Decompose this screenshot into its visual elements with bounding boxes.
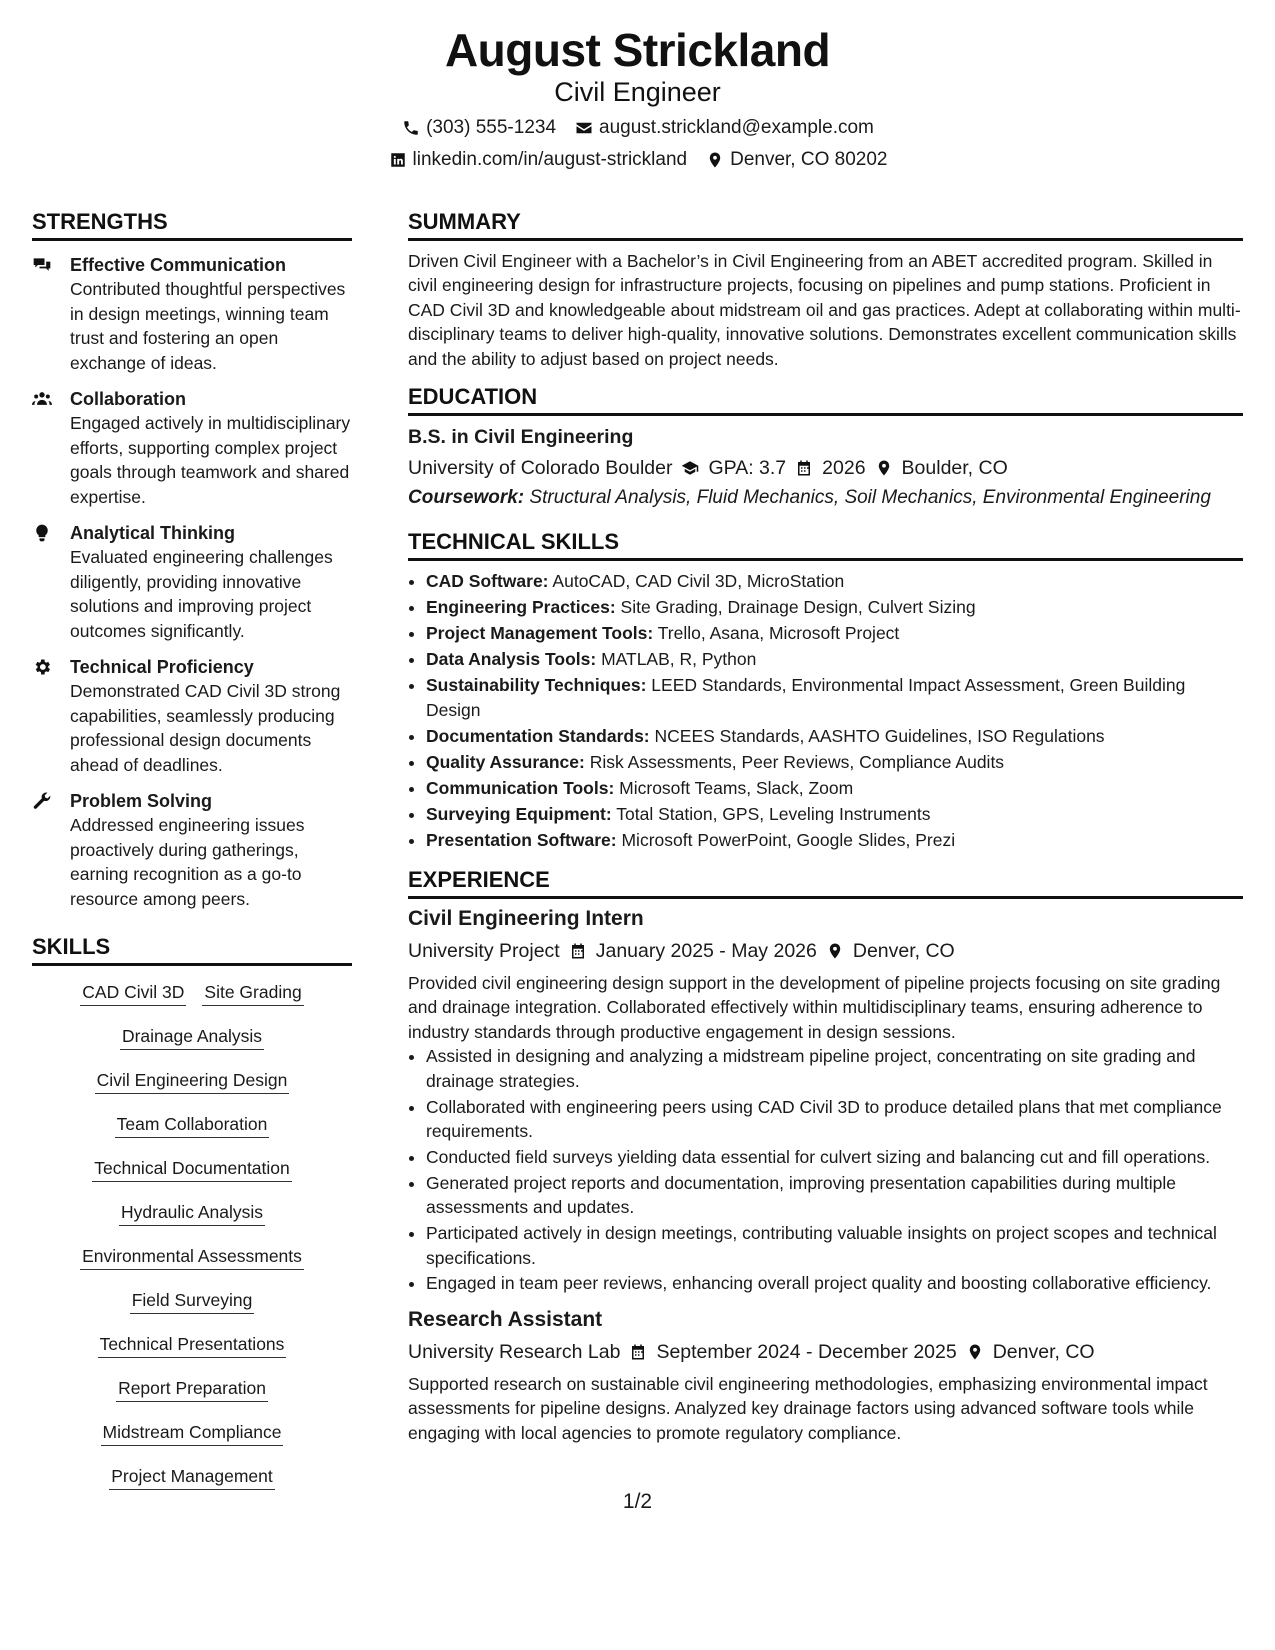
- technical-skill-value: AutoCAD, CAD Civil 3D, MicroStation: [552, 571, 845, 592]
- calendar-icon: [568, 941, 588, 961]
- users-icon: [32, 387, 70, 509]
- skill-chip: Midstream Compliance: [101, 1420, 284, 1446]
- experience-item: [408, 905, 1243, 1296]
- technical-skill-item: [426, 776, 1243, 801]
- skill-chip: Report Preparation: [116, 1376, 268, 1402]
- technical-skill-value: Total Station, GPS, Leveling Instruments: [616, 803, 931, 824]
- envelope-icon: [574, 118, 594, 138]
- education-meta: [408, 454, 1243, 482]
- strength-item: [32, 789, 352, 911]
- skill-chip: Technical Presentations: [98, 1332, 287, 1358]
- technical-skill-label: Surveying Equipment:: [426, 803, 612, 824]
- technical-skill-label: Presentation Software:: [426, 829, 617, 850]
- job-location: Denver, CO: [992, 1340, 1095, 1363]
- job-dates: September 2024 - December 2025: [656, 1340, 957, 1363]
- job-organization: University Project: [408, 940, 560, 963]
- skills-list: [32, 980, 352, 1490]
- map-pin-icon: [825, 941, 845, 961]
- technical-skill-item: [426, 750, 1243, 775]
- technical-skill-label: Documentation Standards:: [426, 725, 650, 746]
- job-title: Civil Engineering Intern: [408, 907, 644, 931]
- technical-skill-value: MATLAB, R, Python: [601, 649, 757, 670]
- lightbulb-icon: [32, 521, 70, 643]
- experience-item: [408, 1306, 1243, 1445]
- job-bullet: • Participated actively in design meetings, contributing valuable insights on project scopes and technical specifications.: [426, 1221, 1243, 1270]
- technical-skill-value: Microsoft Teams, Slack, Zoom: [619, 777, 854, 798]
- technical-skill-item: [426, 673, 1243, 722]
- strength-title: Problem Solving: [70, 791, 213, 811]
- skills-heading: SKILLS: [32, 933, 352, 966]
- contact-email[interactable]: [574, 116, 874, 140]
- strength-description: Evaluated engineering challenges diligently, providing innovative solutions and improving project outcomes significantly.: [70, 547, 333, 641]
- strength-item: [32, 655, 352, 777]
- contact-phone: [401, 116, 556, 140]
- job-bullet: • Generated project reports and documentation, improving presentation capabilities during multiple assessments and updates.: [426, 1171, 1243, 1220]
- technical-skill-item: [426, 724, 1243, 749]
- job-location: Denver, CO: [852, 940, 955, 963]
- resume-body: [32, 208, 1243, 1490]
- left-column: [32, 208, 352, 1490]
- technical-skill-item: [426, 569, 1243, 594]
- education-coursework: [408, 486, 1243, 510]
- strengths-list: [32, 253, 352, 911]
- technical-skill-label: Quality Assurance:: [426, 751, 585, 772]
- technical-skill-item: [426, 828, 1243, 853]
- technical-skill-value: Microsoft PowerPoint, Google Slides, Prezi: [621, 829, 956, 850]
- calendar-icon: [794, 458, 814, 478]
- job-bullet: • Engaged in team peer reviews, enhancing overall project quality and boosting collaborative efficiency.: [426, 1271, 1243, 1295]
- job-description: Provided civil engineering design support in the development of pipeline projects focusing on site grading and drainage integration. Collaborated effectively within multidisciplinary teams, ensuring adherence to industry standards through productive engagement in design sessions.: [408, 973, 1221, 1042]
- coursework-text: Structural Analysis, Fluid Mechanics, Soil Mechanics, Environmental Engineering: [529, 487, 1211, 509]
- contact-linkedin[interactable]: [388, 148, 688, 172]
- strength-description: Addressed engineering issues proactively during gatherings, earning recognition as a go-to resource among peers.: [70, 815, 305, 909]
- technical-skill-item: [426, 802, 1243, 827]
- strength-description: Engaged actively in multidisciplinary efforts, supporting complex project goals through teamwork and shared expertise.: [70, 413, 351, 507]
- skill-chip: Site Grading: [202, 980, 303, 1006]
- technical-skill-value: LEED Standards, Environmental Impact Assessment, Green Building Design: [426, 675, 1186, 720]
- strength-description: Demonstrated CAD Civil 3D strong capabilities, seamlessly producing professional design documents ahead of deadlines.: [70, 681, 341, 775]
- technical-skill-label: Sustainability Techniques:: [426, 675, 647, 696]
- job-dates: January 2025 - May 2026: [595, 940, 817, 963]
- job-organization: University Research Lab: [408, 1340, 621, 1363]
- coursework-label: Coursework:: [408, 487, 525, 509]
- education-location: Boulder, CO: [901, 457, 1008, 480]
- phone-text: (303) 555-1234: [426, 117, 557, 138]
- education-degree: B.S. in Civil Engineering: [408, 426, 634, 449]
- skill-chip: Team Collaboration: [115, 1112, 270, 1138]
- job-bullet: • Collaborated with engineering peers using CAD Civil 3D to produce detailed plans that met compliance requirements.: [426, 1095, 1243, 1144]
- strength-item: [32, 521, 352, 643]
- right-column: [408, 208, 1243, 1445]
- strength-body: [70, 253, 352, 375]
- skill-chip: Hydraulic Analysis: [119, 1200, 265, 1226]
- job-meta: [408, 1338, 1243, 1366]
- experience-heading: EXPERIENCE: [408, 866, 1243, 899]
- technical-skills-heading: TECHNICAL SKILLS: [408, 528, 1243, 561]
- graduation-cap-icon: [680, 458, 700, 478]
- location-text: Denver, CO 80202: [730, 149, 888, 170]
- summary-text: Driven Civil Engineer with a Bachelor’s in Civil Engineering from an ABET accredited program. Skilled in civil engineering design for infrastructure projects, focusing on pipelines and pump stations. Proficient in CAD Civil 3D and knowledgeable about midstream oil and gas practices. Adept at collaborating within multi-disciplinary teams to deliver high-quality, innovative solutions. Demonstrates excellent communication skills and the ability to adjust based on project needs.: [408, 251, 1241, 369]
- technical-skill-value: Risk Assessments, Peer Reviews, Compliance Audits: [589, 751, 1005, 772]
- strength-body: [70, 521, 352, 643]
- experience-list: [408, 905, 1243, 1445]
- job-description: Supported research on sustainable civil engineering methodologies, emphasizing environmental impact assessments for pipeline designs. Analyzed key drainage factors using advanced software tools while engaging with local agencies to promote regulatory compliance.: [408, 1373, 1208, 1443]
- page-indicator: 1/2: [622, 1490, 653, 1513]
- map-pin-icon: [874, 458, 894, 478]
- education-gpa: GPA: 3.7: [708, 457, 787, 480]
- contact-row-2: [0, 148, 1275, 172]
- technical-skill-label: CAD Software:: [426, 571, 549, 592]
- skill-chip: CAD Civil 3D: [80, 980, 186, 1006]
- technical-skill-item: [426, 595, 1243, 620]
- skill-chip: Drainage Analysis: [120, 1024, 264, 1050]
- summary-heading: SUMMARY: [408, 208, 1243, 241]
- strength-body: [70, 789, 352, 911]
- job-meta: [408, 937, 1243, 965]
- skill-chip: Civil Engineering Design: [95, 1068, 290, 1094]
- education-school: University of Colorado Boulder: [408, 457, 673, 480]
- strength-body: [70, 387, 352, 509]
- linkedin-icon: [388, 150, 408, 170]
- technical-skill-label: Data Analysis Tools:: [426, 649, 597, 670]
- skill-chip: Technical Documentation: [92, 1156, 292, 1182]
- strength-body: [70, 655, 352, 777]
- calendar-icon: [628, 1342, 648, 1362]
- technical-skill-label: Communication Tools:: [426, 777, 615, 798]
- job-bullet: • Conducted field surveys yielding data essential for culvert sizing and balancing cut and fill operations.: [426, 1145, 1243, 1169]
- email-text[interactable]: august.strickland@example.com: [599, 117, 874, 138]
- skill-chip: Project Management: [109, 1464, 274, 1490]
- skill-chip: Environmental Assessments: [80, 1244, 304, 1270]
- education-heading: EDUCATION: [408, 383, 1243, 416]
- technical-skills-list: [408, 569, 1243, 852]
- contact-location: [705, 148, 887, 172]
- job-bullet: • Assisted in designing and analyzing a midstream pipeline project, concentrating on site grading and drainage strategies.: [426, 1044, 1243, 1093]
- technical-skill-label: Engineering Practices:: [426, 597, 616, 618]
- strength-item: [32, 387, 352, 509]
- map-pin-icon: [965, 1342, 985, 1362]
- phone-icon: [401, 118, 421, 138]
- technical-skill-label: Project Management Tools:: [426, 623, 654, 644]
- resume-header: [0, 0, 1275, 172]
- contact-row-1: [0, 116, 1275, 140]
- candidate-name: August Strickland: [444, 24, 831, 76]
- job-bullets: [408, 1044, 1243, 1296]
- technical-skill-value: Site Grading, Drainage Design, Culvert Sizing: [620, 597, 976, 618]
- education-year: 2026: [822, 457, 866, 480]
- comments-icon: [32, 253, 70, 375]
- strength-description: Contributed thoughtful perspectives in design meetings, winning team trust and fostering an open exchange of ideas.: [70, 279, 346, 373]
- technical-skill-value: Trello, Asana, Microsoft Project: [657, 623, 900, 644]
- gear-icon: [32, 655, 70, 777]
- candidate-title: Civil Engineer: [554, 77, 721, 107]
- technical-skill-item: [426, 621, 1243, 646]
- strength-title: Technical Proficiency: [70, 657, 254, 677]
- strength-title: Analytical Thinking: [70, 523, 236, 543]
- strength-title: Effective Communication: [70, 255, 287, 275]
- strengths-heading: STRENGTHS: [32, 208, 352, 241]
- technical-skill-item: [426, 647, 1243, 672]
- strength-item: [32, 253, 352, 375]
- linkedin-text[interactable]: linkedin.com/in/august-strickland: [412, 149, 688, 170]
- technical-skill-value: NCEES Standards, AASHTO Guidelines, ISO Regulations: [654, 725, 1105, 746]
- job-title: Research Assistant: [408, 1307, 603, 1331]
- wrench-icon: [32, 789, 70, 911]
- strength-title: Collaboration: [70, 389, 186, 409]
- skill-chip: Field Surveying: [130, 1288, 255, 1314]
- map-pin-icon: [705, 150, 725, 170]
